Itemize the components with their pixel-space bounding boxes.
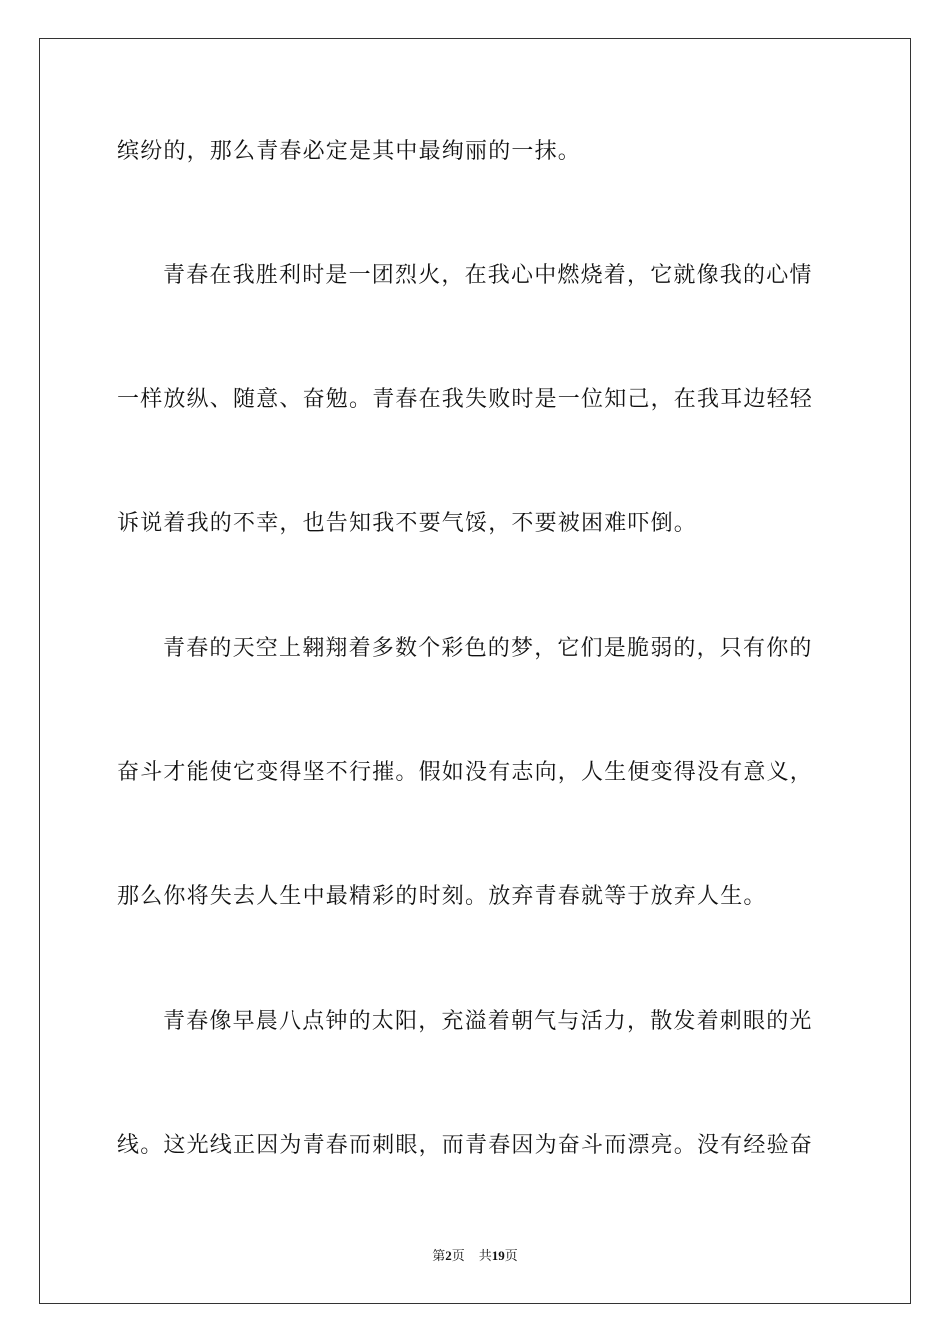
total-pages: 19 xyxy=(491,1248,505,1263)
page-border xyxy=(39,38,911,1304)
total-suffix: 页 xyxy=(504,1249,518,1264)
paragraph-1-line-3: 诉说着我的不幸，也告知我不要气馁，不要被困难吓倒。 xyxy=(117,511,698,536)
paragraph-2-line-1: 青春的天空上翱翔着多数个彩色的梦，它们是脆弱的，只有你的 xyxy=(163,636,813,661)
page-number: 2 xyxy=(445,1248,452,1263)
total-prefix: 共 xyxy=(478,1249,492,1264)
text-line-1: 缤纷的，那么青春必定是其中最绚丽的一抹。 xyxy=(117,139,582,164)
paragraph-3-line-2: 线。这光线正因为青春而刺眼，而青春因为奋斗而漂亮。没有经验奋 xyxy=(117,1133,814,1158)
paragraph-3-line-1: 青春像早晨八点钟的太阳，充溢着朝气与活力，散发着刺眼的光 xyxy=(163,1009,813,1034)
paragraph-1-line-1: 青春在我胜利时是一团烈火，在我心中燃烧着，它就像我的心情 xyxy=(163,263,813,288)
paragraph-1-line-2: 一样放纵、随意、奋勉。青春在我失败时是一位知己，在我耳边轻轻 xyxy=(117,387,814,412)
paragraph-2-line-3: 那么你将失去人生中最精彩的时刻。放弃青春就等于放弃人生。 xyxy=(117,884,767,909)
page-footer xyxy=(0,1247,950,1266)
paragraph-2-line-2: 奋斗才能使它变得坚不行摧。假如没有志向，人生便变得没有意义， xyxy=(117,760,814,785)
page-suffix: 页 xyxy=(451,1249,465,1264)
page-prefix: 第 xyxy=(432,1249,446,1264)
